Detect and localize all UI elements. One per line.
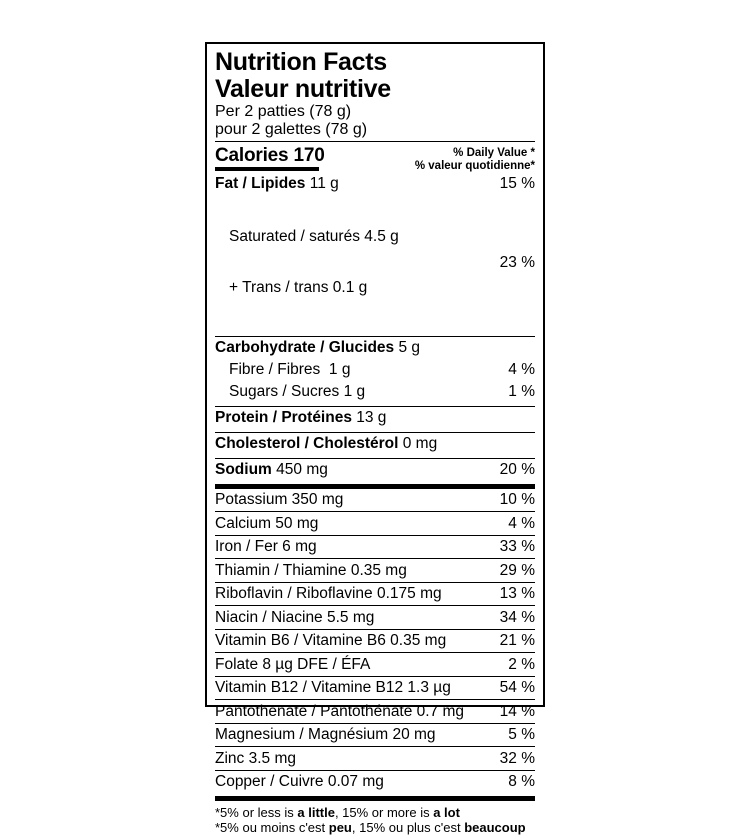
nutrient-row-fat — [215, 172, 535, 194]
nutrient-label: Magnesium / Magnésium 20 mg — [215, 726, 436, 743]
nutrient-label: Copper / Cuivre 0.07 mg — [215, 773, 384, 790]
nutrient-percent: 5 % — [508, 726, 535, 743]
nutrient-row-niacin — [215, 606, 535, 630]
calories-block — [215, 145, 325, 172]
nutrient-row-sugars — [215, 381, 535, 403]
nutrient-row-carbohydrate — [215, 337, 535, 359]
nutrient-row-riboflavin — [215, 583, 535, 607]
nutrient-percent: 20 % — [499, 461, 535, 478]
nutrient-row-thiamin — [215, 559, 535, 583]
nutrient-percent: 34 % — [499, 608, 535, 626]
nutrient-percent: 29 % — [499, 561, 535, 579]
nutrient-percent: 33 % — [499, 538, 535, 555]
daily-value-heading-en: % Daily Value * — [453, 147, 535, 159]
nutrient-label: Thiamin / Thiamine 0.35 mg — [215, 561, 407, 579]
nutrient-percent: 54 % — [499, 679, 535, 696]
nutrient-label: Iron / Fer 6 mg — [215, 538, 317, 555]
nutrient-row-protein — [215, 407, 535, 429]
label-header — [215, 44, 535, 138]
nutrient-row-potassium — [215, 489, 535, 513]
nutrient-label: Fat / Lipides 11 g — [215, 174, 339, 192]
footnote-fr: *5% ou moins c'est peu, 15% ou plus c'est beaucoup — [215, 820, 526, 835]
title-fr: Valeur nutritive — [215, 75, 391, 103]
nutrient-row-copper — [215, 771, 535, 794]
nutrient-row-sodium — [215, 459, 535, 481]
nutrient-row-pantothenate — [215, 700, 535, 724]
nutrient-percent: 23 % — [499, 253, 535, 271]
nutrient-percent: 14 % — [499, 702, 535, 720]
footnote-en: *5% or less is a little, 15% or more is a lot — [215, 805, 460, 820]
nutrient-row-folate — [215, 653, 535, 677]
nutrient-percent: 4 % — [508, 361, 535, 378]
nutrient-percent: 4 % — [508, 514, 535, 532]
nutrition-facts-label — [205, 42, 545, 835]
daily-value-heading — [415, 145, 535, 172]
nutrient-label: Carbohydrate / Glucides 5 g — [215, 339, 421, 356]
nutrient-label: Zinc 3.5 mg — [215, 749, 296, 767]
title-en: Nutrition Facts — [215, 48, 387, 76]
nutrient-row-vitamin-b6 — [215, 630, 535, 654]
nutrient-label: Protein / Protéines 13 g — [215, 409, 387, 426]
nutrient-label: Potassium 350 mg — [215, 491, 344, 508]
nutrient-row-cholesterol — [215, 433, 535, 455]
nutrient-percent: 21 % — [499, 632, 535, 649]
nutrient-percent: 1 % — [508, 383, 535, 400]
nutrient-row-vitamin-b12 — [215, 677, 535, 701]
serving-size-fr: pour 2 galettes (78 g) — [215, 120, 368, 138]
serving-size-en: Per 2 patties (78 g) — [215, 103, 352, 120]
nutrient-percent: 13 % — [499, 585, 535, 602]
nutrient-row-fibre — [215, 359, 535, 381]
nutrient-label: Fibre / Fibres 1 g — [229, 361, 351, 378]
nutrient-percent: 10 % — [499, 491, 535, 508]
nutrient-label: Riboflavin / Riboflavine 0.175 mg — [215, 585, 442, 602]
nutrient-label: Vitamin B12 / Vitamine B12 1.3 µg — [215, 679, 451, 696]
daily-value-heading-fr: % valeur quotidienne* — [414, 159, 535, 172]
nutrient-label: Saturated / saturés 4.5 g + Trans / trans 0.1 g — [229, 228, 399, 296]
calories-value: Calories 170 — [215, 145, 325, 166]
nutrient-label: Vitamin B6 / Vitamine B6 0.35 mg — [215, 632, 447, 649]
nutrient-percent: 8 % — [508, 773, 535, 790]
nutrient-percent: 32 % — [499, 749, 535, 767]
nutrient-label: Sugars / Sucres 1 g — [229, 383, 366, 400]
nutrient-percent: 15 % — [499, 174, 535, 192]
calories-row — [215, 142, 535, 172]
calories-underline — [215, 167, 319, 171]
nutrient-label: Folate 8 µg DFE / ÉFA — [215, 655, 371, 673]
nutrient-label: Pantothenate / Pantothénate 0.7 mg — [215, 702, 465, 720]
nutrient-row-calcium — [215, 512, 535, 536]
nutrient-row-magnesium — [215, 724, 535, 748]
nutrient-row-saturated-trans — [215, 194, 535, 333]
nutrient-row-iron — [215, 536, 535, 560]
nutrient-label: Calcium 50 mg — [215, 514, 319, 532]
nutrient-label: Sodium 450 mg — [215, 461, 328, 478]
nutrient-label: Cholesterol / Cholestérol 0 mg — [215, 435, 438, 452]
nutrient-label: Niacin / Niacine 5.5 mg — [215, 608, 375, 626]
nutrient-percent: 2 % — [508, 655, 535, 673]
nutrient-row-zinc — [215, 747, 535, 771]
